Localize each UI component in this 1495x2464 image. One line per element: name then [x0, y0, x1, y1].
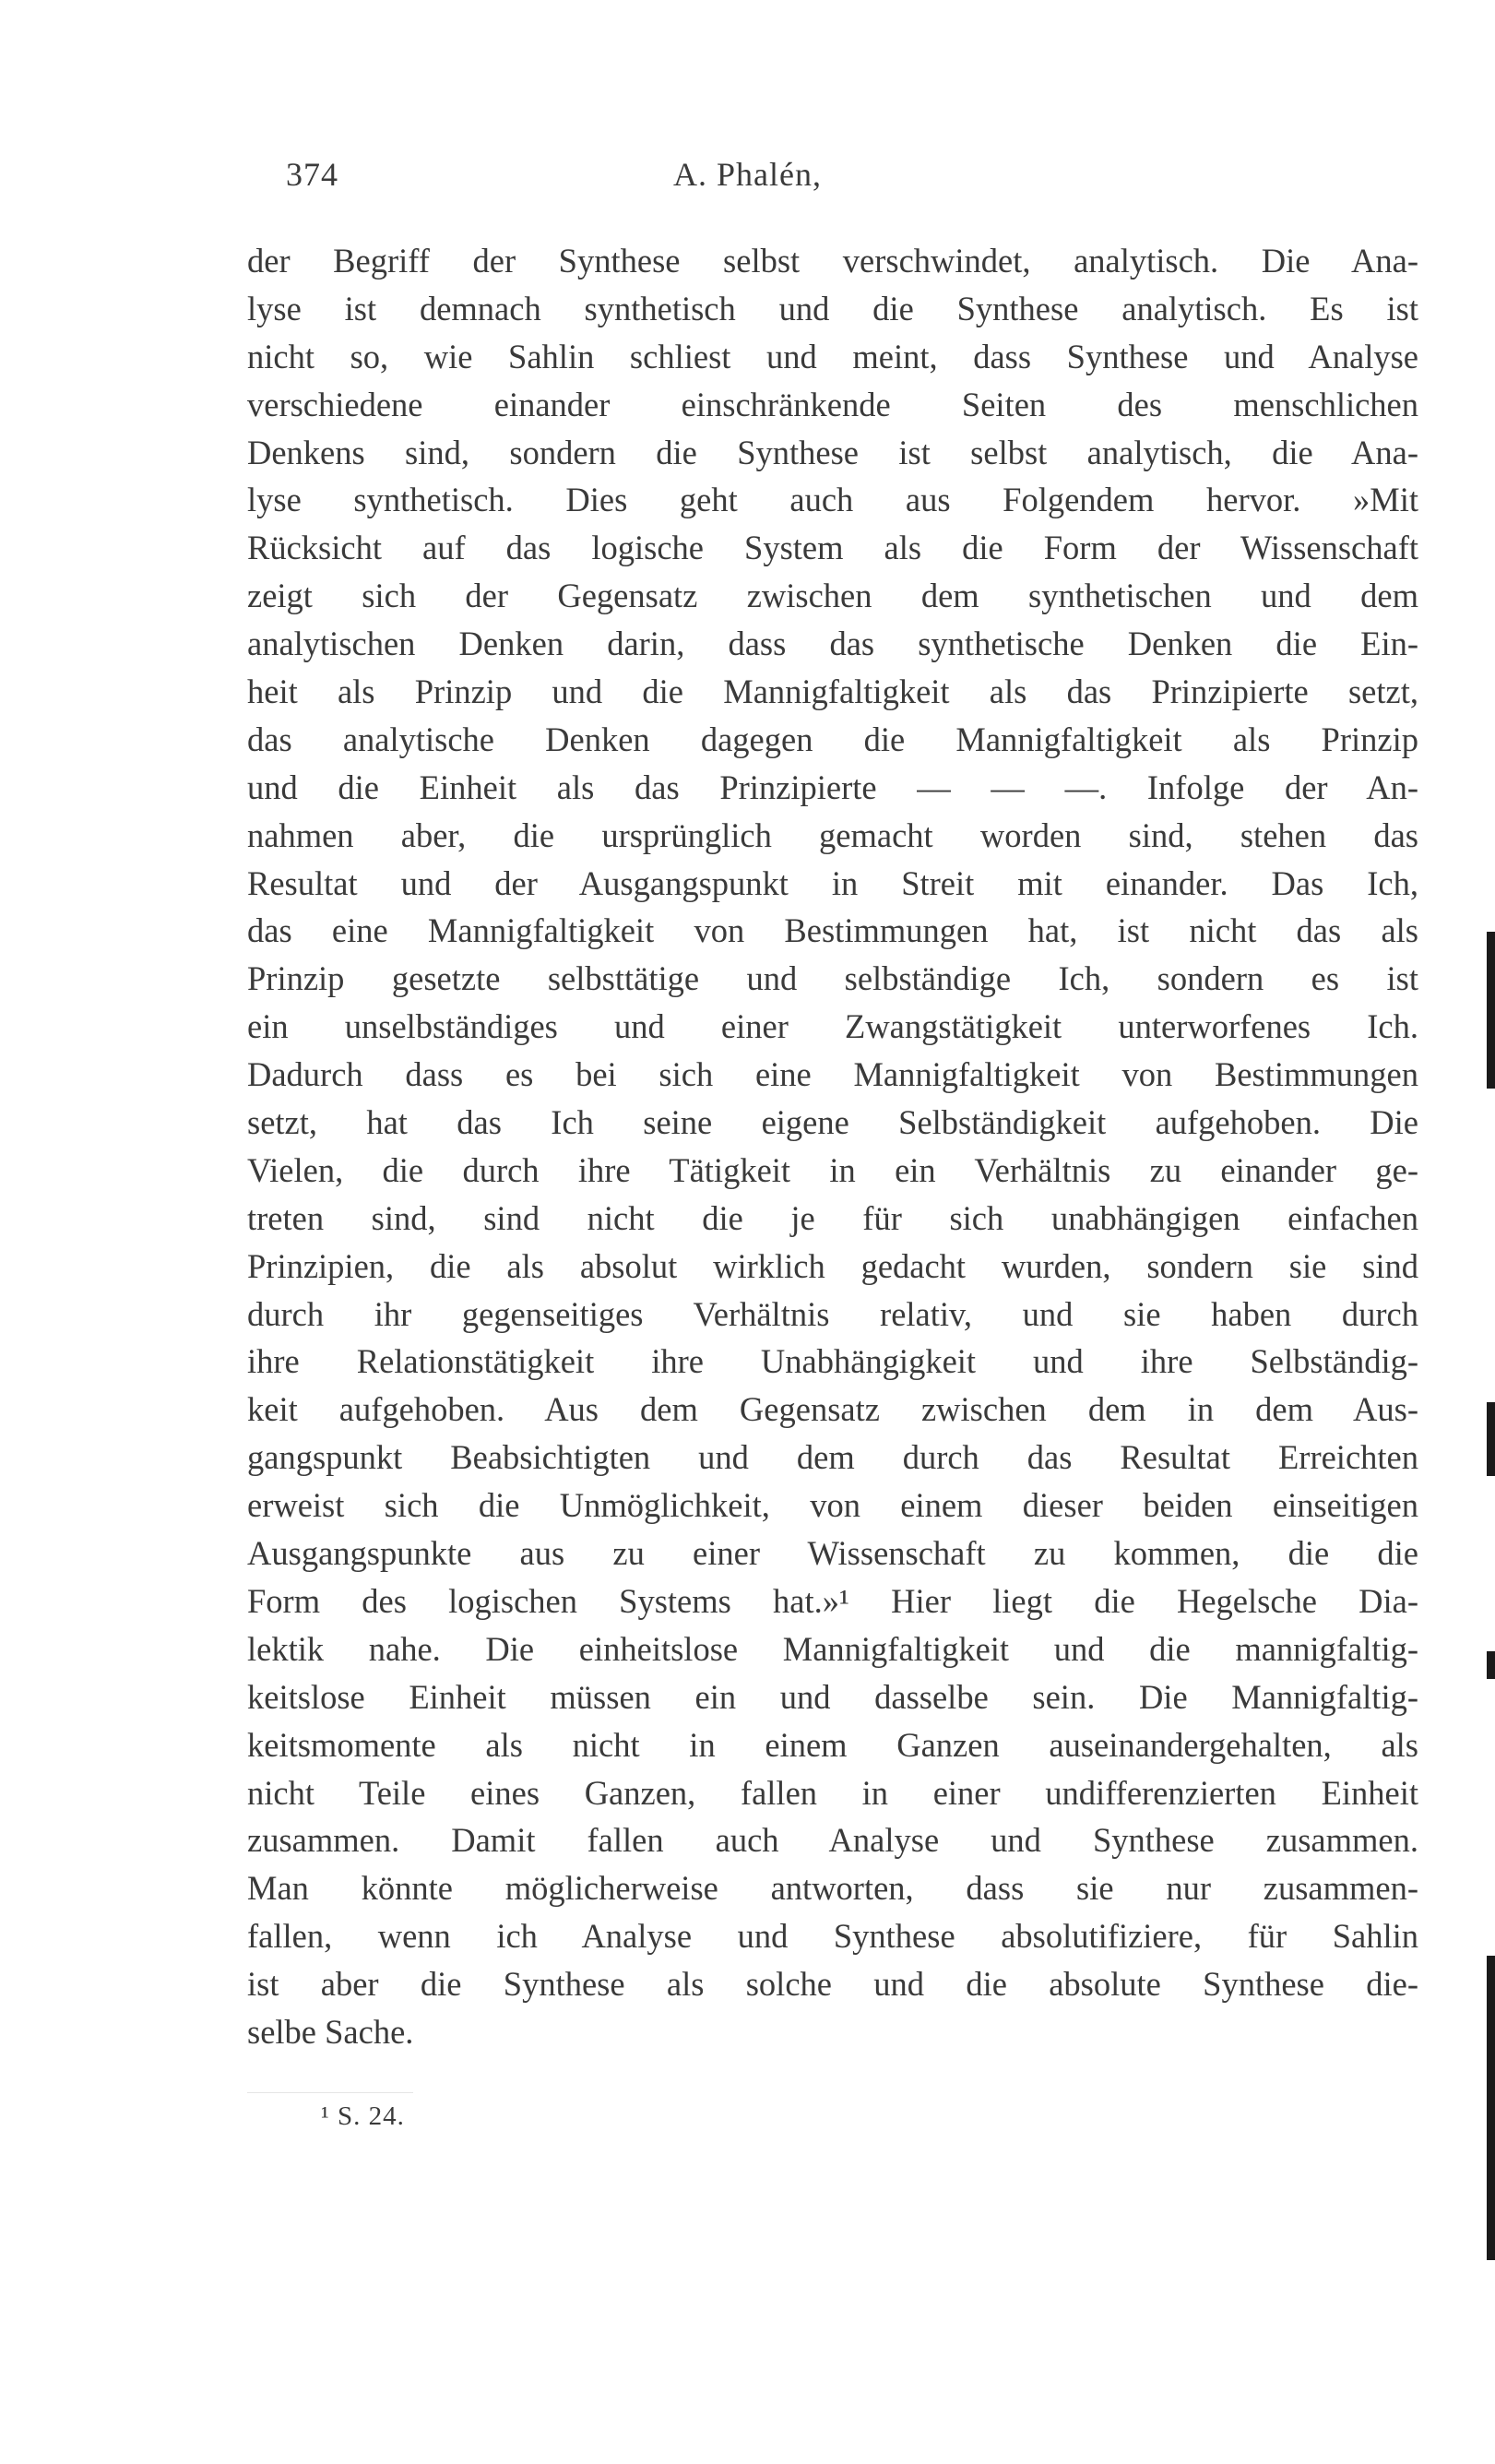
text-line: Rücksicht auf das logische System als die Form der Wissenschaft	[247, 529, 1418, 567]
text-line: Vielen, die durch ihre Tätigkeit in ein Verhältnis zu einander ge-	[247, 1150, 1418, 1189]
footnote: ¹ S. 24.	[321, 2101, 405, 2131]
text-line: analytischen Denken darin, dass das synthetische Denken die Ein-	[247, 625, 1418, 663]
text-line: Man könnte möglicherweise antworten, dass sie nur zusammen-	[247, 1869, 1418, 1908]
text-line: keitsmomente als nicht in einem Ganzen auseinandergehalten, als	[247, 1725, 1418, 1764]
text-line: treten sind, sind nicht die je für sich unabhängigen einfachen	[247, 1198, 1418, 1237]
text-line: fallen, wenn ich Analyse und Synthese absolutifiziere, für Sahlin	[247, 1917, 1418, 1956]
text-line: der Begriff der Synthese selbst verschwindet, analytisch. Die Ana-	[247, 242, 1418, 280]
text-line: nahmen aber, die ursprünglich gemacht worden sind, stehen das	[247, 815, 1418, 854]
text-line: zeigt sich der Gegensatz zwischen dem synthetischen und dem	[247, 577, 1418, 615]
text-line: durch ihr gegenseitiges Verhältnis relativ, und sie haben durch	[247, 1294, 1418, 1333]
text-line: setzt, hat das Ich seine eigene Selbständigkeit aufgehoben. Die	[247, 1103, 1418, 1142]
text-line: Prinzip gesetzte selbsttätige und selbständige Ich, sondern es ist	[247, 959, 1418, 998]
text-line: lyse synthetisch. Dies geht auch aus Folgendem hervor. »Mit	[247, 481, 1418, 519]
text-line: ihre Relationstätigkeit ihre Unabhängigkeit und ihre Selbständig-	[247, 1342, 1418, 1381]
text-line: ist aber die Synthese als solche und die absolute Synthese die-	[247, 1965, 1418, 2004]
text-line: nicht Teile eines Ganzen, fallen in einer undifferenzierten Einheit	[247, 1773, 1418, 1812]
text-line: und die Einheit als das Prinzipierte — — —. Infolge der An-	[247, 768, 1418, 806]
text-line: erweist sich die Unmöglichkeit, von einem dieser beiden einseitigen	[247, 1486, 1418, 1525]
text-line: Ausgangspunkte aus zu einer Wissenschaft zu kommen, die die	[247, 1534, 1418, 1573]
body-text	[247, 237, 1418, 2056]
scan-edge-mark	[1487, 1402, 1495, 1476]
text-line: keit aufgehoben. Aus dem Gegensatz zwischen dem in dem Aus-	[247, 1390, 1418, 1429]
text-line: keitslose Einheit müssen ein und dasselbe sein. Die Mannigfaltig-	[247, 1677, 1418, 1716]
text-line: zusammen. Damit fallen auch Analyse und Synthese zusammen.	[247, 1821, 1418, 1860]
text-line: Denkens sind, sondern die Synthese ist selbst analytisch, die Ana-	[247, 433, 1418, 471]
footnote-divider	[247, 2092, 413, 2093]
text-line: verschiedene einander einschränkende Seiten des menschlichen	[247, 385, 1418, 423]
text-line: Dadurch dass es bei sich eine Mannigfaltigkeit von Bestimmungen	[247, 1055, 1418, 1094]
text-line: Form des logischen Systems hat.»¹ Hier liegt die Hegelsche Dia-	[247, 1581, 1418, 1620]
running-head: A. Phalén,	[673, 156, 822, 193]
text-line: selbe Sache.	[247, 2012, 414, 2051]
scan-edge-mark	[1487, 932, 1495, 1089]
scan-edge-mark	[1487, 1956, 1495, 2260]
text-line: nicht so, wie Sahlin schliest und meint, dass Synthese und Analyse	[247, 337, 1418, 375]
page-number: 374	[286, 156, 338, 193]
text-line: gangspunkt Beabsichtigten und dem durch das Resultat Erreichten	[247, 1438, 1418, 1477]
text-line: ein unselbständiges und einer Zwangstätigkeit unterworfenes Ich.	[247, 1007, 1418, 1046]
scan-edge-mark	[1487, 1651, 1495, 1679]
text-line: das eine Mannigfaltigkeit von Bestimmungen hat, ist nicht das als	[247, 911, 1418, 950]
text-line: Resultat und der Ausgangspunkt in Streit mit einander. Das Ich,	[247, 863, 1418, 902]
text-line: lyse ist demnach synthetisch und die Synthese analytisch. Es ist	[247, 289, 1418, 327]
text-line: das analytische Denken dagegen die Mannigfaltigkeit als Prinzip	[247, 720, 1418, 758]
text-line: Prinzipien, die als absolut wirklich gedacht wurden, sondern sie sind	[247, 1246, 1418, 1285]
text-line: heit als Prinzip und die Mannigfaltigkeit als das Prinzipierte setzt,	[247, 673, 1418, 711]
text-line: lektik nahe. Die einheitslose Mannigfaltigkeit und die mannigfaltig-	[247, 1629, 1418, 1668]
